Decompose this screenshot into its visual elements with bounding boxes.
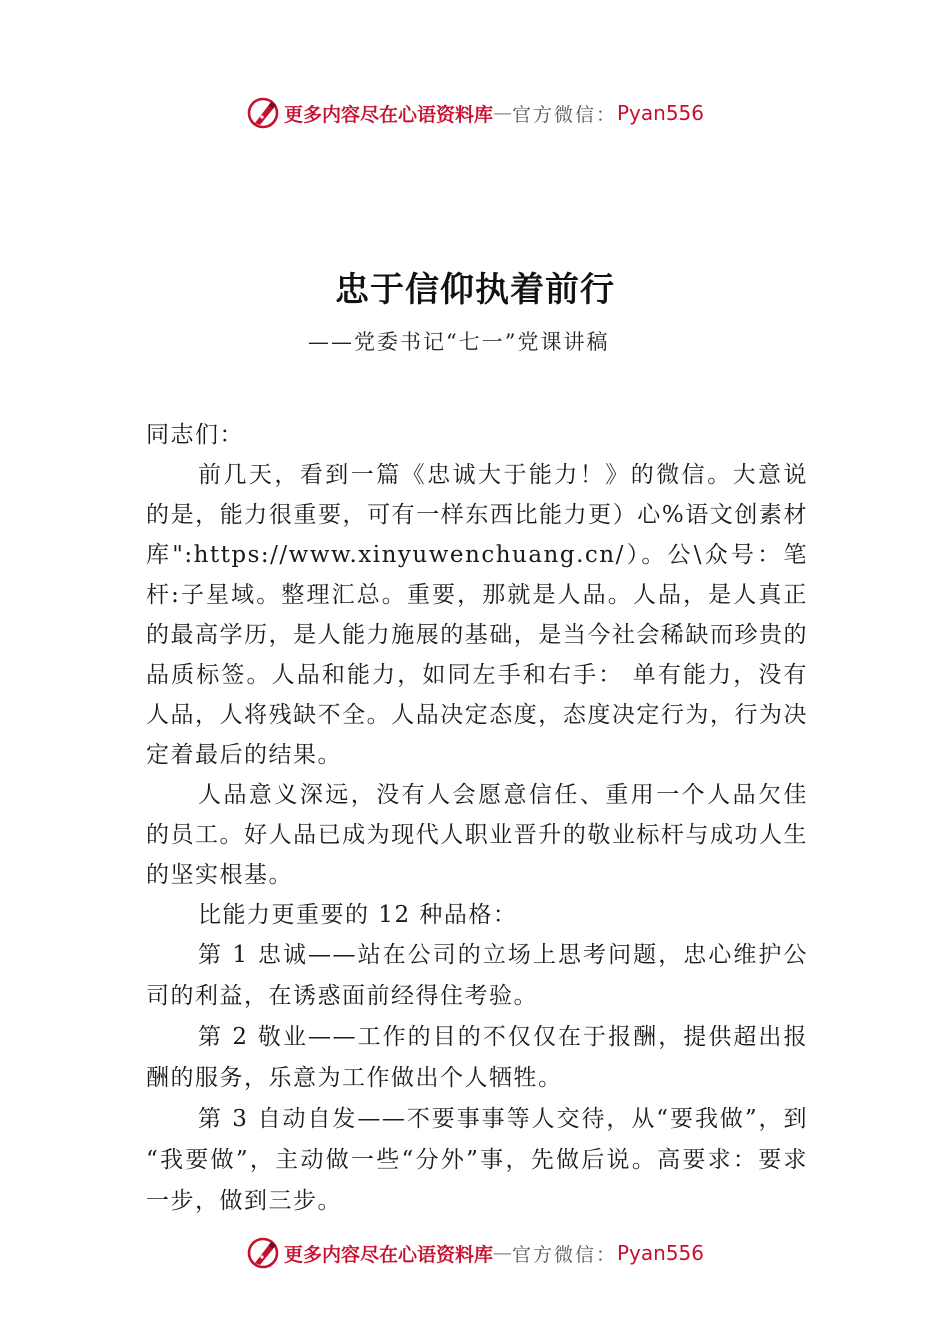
paragraph: 前几天，看到一篇《忠诚大于能力！》的微信。大意说的是，能力很重要，可有一样东西比能力更）心%语文创素材库":https://www.xinyuwenchuang.cn/）。公\众号：笔杆:子星域。整理汇总。重要，那就是人品。人品，是人真正的最高学历，是人能力施展的基础，是当今社会稀缺而珍贵的品质标签。人品和能力，如同左手和右手： 单有能力，没有人品，人将残缺不全。人品决定态度，态度决定行为，行为决定着最后的结果。: [146, 462, 808, 768]
paragraph: 第 3 自动自发——不要事事等人交待，从“要我做”，到 “我要做”，主动做一些“分外”事，先做后说。高要求：要求一步，做到三步。: [146, 1106, 808, 1214]
banner-brand-text: 更多内容尽在心语资料库: [283, 1243, 493, 1266]
header-banner: [0, 93, 950, 133]
paragraph: 比能力更重要的 12 种品格：: [198, 902, 518, 928]
banner-separator: —: [492, 1242, 512, 1264]
paragraph: 第 2 敬业——工作的目的不仅仅在于报酬，提供超出报酬的服务，乐意为工作做出个人牺牲。: [146, 1024, 808, 1091]
paragraph: 人品意义深远，没有人会愿意信任、重用一个人品欠佳的员工。好人品已成为现代人职业晋升的敬业标杆与成功人生的坚实根基。: [146, 782, 808, 888]
banner-wechat-label: 官方微信：: [511, 1243, 617, 1266]
pen-nib-circle-logo-icon: [246, 96, 280, 130]
banner-separator: —: [492, 102, 512, 124]
document-subtitle: ——党委书记“七一”党课讲稿: [308, 330, 610, 354]
greeting: 同志们：: [146, 422, 244, 448]
pen-nib-circle-logo-icon: [246, 1236, 280, 1270]
document-title: 忠于信仰执着前行: [335, 270, 615, 310]
footer-banner: [0, 1233, 950, 1273]
document-body: [146, 415, 808, 1222]
banner-wechat-id: Pyan556: [617, 1241, 705, 1265]
banner-wechat-id: Pyan556: [617, 101, 705, 125]
paragraph: 第 1 忠诚——站在公司的立场上思考问题，忠心维护公司的利益，在诱惑面前经得住考验。: [146, 942, 808, 1009]
banner-brand-text: 更多内容尽在心语资料库: [283, 103, 493, 126]
banner-wechat-label: 官方微信：: [511, 103, 617, 126]
